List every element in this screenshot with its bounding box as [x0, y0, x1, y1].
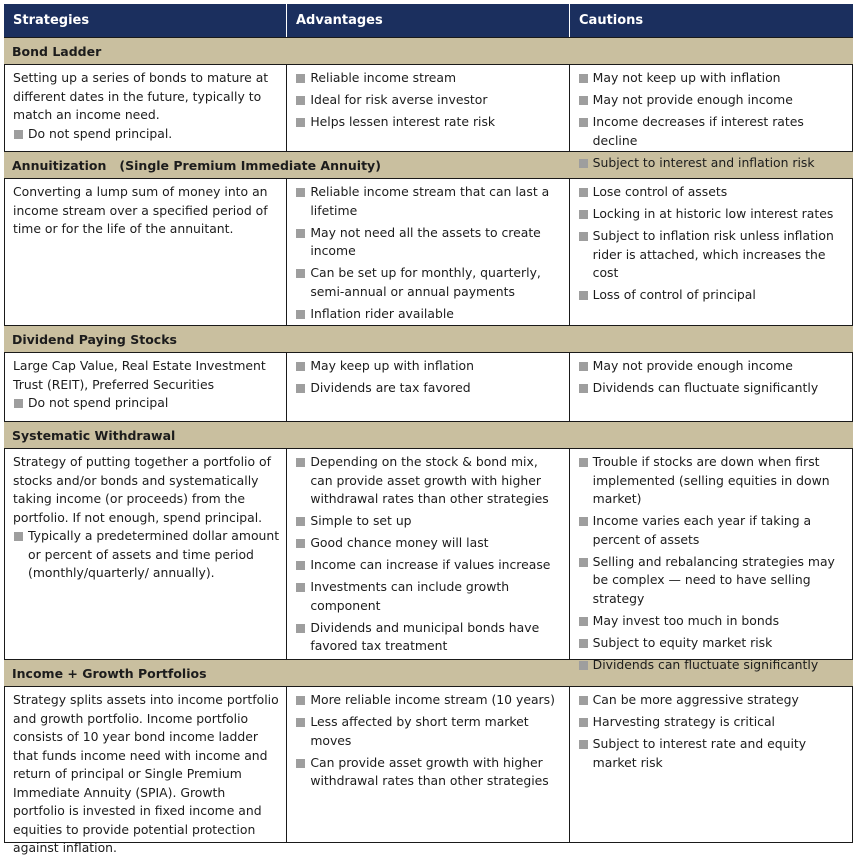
strategy-description: Large Cap Value, Real Estate Investment Trust (REIT), Preferred Securities [13, 358, 266, 392]
table-row [4, 687, 853, 855]
list-item: Dividends and municipal bonds have favored tax treatment [295, 619, 562, 656]
advantages-cell [287, 65, 569, 151]
list-item: May not provide enough income [578, 91, 846, 110]
advantages-cell [287, 449, 569, 659]
table-row [4, 353, 853, 421]
list-item: May not need all the assets to create income [295, 224, 562, 261]
list-item: May not provide enough income [578, 357, 846, 376]
strategy-cell [5, 449, 287, 659]
list-item: Do not spend principal. [13, 125, 280, 144]
list-item: Depending on the stock & bond mix, can provide asset growth with higher withdrawal rates than other strategies [295, 453, 562, 509]
list-item: Investments can include growth component [295, 578, 562, 615]
strategy-cell [5, 179, 287, 325]
list-item: May keep up with inflation [295, 357, 562, 376]
section-title: Bond Ladder [4, 37, 853, 65]
list-item: Trouble if stocks are down when first implemented (selling equities in down market) [578, 453, 846, 509]
section-title: Income + Growth Portfolios [4, 659, 853, 687]
list-item: Dividends can fluctuate significantly [578, 656, 846, 675]
list-item: Helps lessen interest rate risk [295, 113, 562, 132]
list-item: Selling and rebalancing strategies may be complex — need to have selling strategy [578, 553, 846, 609]
header-strategies: Strategies [4, 4, 287, 37]
list-item: Subject to interest rate and equity market risk [578, 735, 846, 772]
strategy-cell [5, 65, 287, 151]
list-item: Loss of control of principal [578, 286, 846, 305]
list-item: Subject to inflation risk unless inflation rider is attached, which increases the cost [578, 227, 846, 283]
list-item: Inflation rider available [295, 305, 562, 324]
section-title: Annuitization (Single Premium Immediate Annuity) [4, 151, 853, 179]
list-item: Income decreases if interest rates decline [578, 113, 846, 150]
list-item: Good chance money will last [295, 534, 562, 553]
advantages-cell [287, 179, 569, 325]
strategy-cell [5, 687, 287, 855]
table-row [4, 179, 853, 325]
list-item: Subject to interest and inflation risk [578, 154, 846, 173]
list-item: Reliable income stream that can last a lifetime [295, 183, 562, 220]
list-item: May not keep up with inflation [578, 69, 846, 88]
strategy-description: Strategy of putting together a portfolio of stocks and/or bonds and systematically taking income (or proceeds) from the portfolio. If not enough, spend principal. [13, 454, 271, 525]
list-item: Ideal for risk averse investor [295, 91, 562, 110]
header-advantages: Advantages [287, 4, 570, 37]
section-title: Dividend Paying Stocks [4, 325, 853, 353]
list-item: Dividends can fluctuate significantly [578, 379, 846, 398]
list-item: Income can increase if values increase [295, 556, 562, 575]
list-item: Dividends are tax favored [295, 379, 562, 398]
cautions-cell [570, 353, 852, 421]
strategy-notes [13, 394, 280, 413]
list-item: Subject to equity market risk [578, 634, 846, 653]
list-item: Simple to set up [295, 512, 562, 531]
list-item: May invest too much in bonds [578, 612, 846, 631]
cautions-cell [570, 687, 852, 842]
table-row [4, 449, 853, 672]
advantages-cell [287, 353, 569, 421]
list-item: Typically a predetermined dollar amount or percent of assets and time period (monthly/quarterly/ annually). [13, 527, 280, 583]
strategy-notes [13, 125, 280, 144]
strategy-description: Strategy splits assets into income portfolio and growth portfolio. Income portfolio consists of 10 year bond income ladder that funds income need with income and return of principal or Single Premium Immediate Annuity (SPIA). Growth portfolio is invested in fixed income and equities to provide potential protection against inflation. [13, 692, 279, 855]
list-item: Can provide asset growth with higher withdrawal rates than other strategies [295, 754, 562, 791]
list-item: Income varies each year if taking a percent of assets [578, 512, 846, 549]
table-header [4, 4, 853, 37]
list-item: Locking in at historic low interest rates [578, 205, 846, 224]
strategy-notes [13, 527, 280, 583]
header-cautions: Cautions [579, 13, 644, 28]
advantages-cell [287, 687, 569, 842]
cautions-cell [570, 179, 852, 325]
strategies-table [4, 4, 853, 855]
list-item: Do not spend principal [13, 394, 280, 413]
list-item: Lose control of assets [578, 183, 846, 202]
list-item: Can be set up for monthly, quarterly, semi-annual or annual payments [295, 264, 562, 301]
section-title: Systematic Withdrawal [4, 421, 853, 449]
list-item: Harvesting strategy is critical [578, 713, 846, 732]
strategy-description: Converting a lump sum of money into an income stream over a specified period of time or for the life of the annuitant. [13, 184, 268, 236]
strategy-description: Setting up a series of bonds to mature at different dates in the future, typically to match an income need. [13, 70, 269, 122]
list-item: Reliable income stream [295, 69, 562, 88]
list-item: More reliable income stream (10 years) [295, 691, 562, 710]
cautions-cell [570, 449, 852, 672]
list-item: Can be more aggressive strategy [578, 691, 846, 710]
list-item: Less affected by short term market moves [295, 713, 562, 750]
strategy-cell [5, 353, 287, 421]
cautions-cell [570, 65, 852, 170]
